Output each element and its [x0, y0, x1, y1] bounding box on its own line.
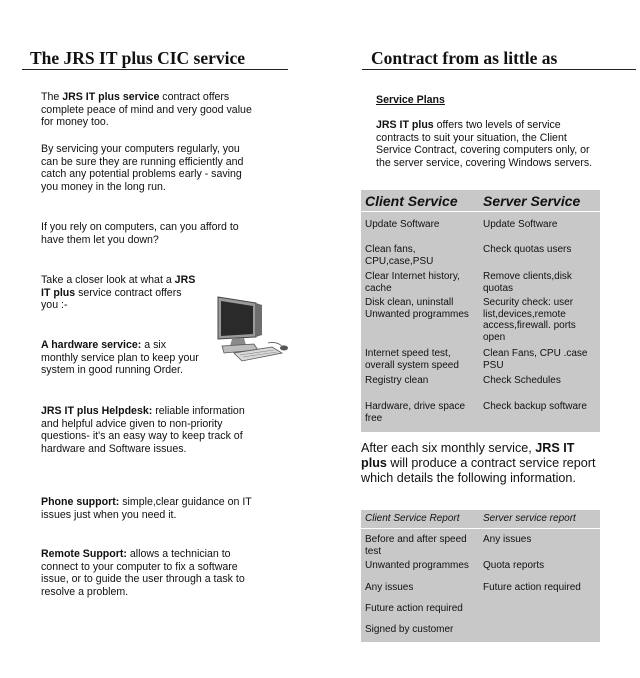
client-report-item: Before and after speed test	[365, 534, 467, 557]
after-service-before: After each six monthly service,	[361, 441, 536, 455]
left-title-rule	[22, 69, 288, 70]
hardware-label: A hardware service:	[41, 339, 142, 351]
client-service-item: Clear Internet history, cache	[365, 271, 460, 294]
remote-text: allows a technician to connect to your computer to fix a software issue, or to guide the user through a task to resolve a problem.	[41, 548, 245, 598]
client-service-header: Client Service	[365, 193, 458, 209]
client-report-item: Signed by customer	[365, 624, 454, 635]
helpdesk-label: JRS IT plus Helpdesk:	[41, 405, 153, 417]
phone-text: simple,clear guidance on IT issues just when you need it.	[41, 496, 252, 521]
remote-paragraph	[41, 548, 253, 598]
server-report-item: Future action required	[483, 582, 581, 593]
client-report-item: Unwanted programmes	[365, 560, 469, 571]
intro-before: The	[41, 91, 63, 103]
service-table	[361, 190, 600, 432]
report-header-separator	[361, 528, 600, 529]
closer-paragraph	[41, 274, 201, 312]
server-report-item: Quota reports	[483, 560, 545, 571]
intro-paragraph	[41, 91, 253, 129]
server-service-item: Clean Fans, CPU .case PSU	[483, 348, 588, 371]
after-service-after: will produce a contract service report which details the following information.	[361, 455, 596, 485]
server-service-header: Server Service	[483, 193, 581, 209]
closer-after: service contract offers you :-	[41, 286, 182, 312]
closer-before: Take a closer look at what a	[41, 274, 175, 286]
after-service-paragraph	[361, 441, 601, 485]
servicing-paragraph: By servicing your computers regularly, you can be sure they are running efficiently and catch any potential problems early - saving you money in the long run.	[41, 143, 244, 193]
server-service-item: Security check: user list,devices,remote access,firewall. ports open	[483, 297, 576, 343]
plans-text: offers two levels of service contracts to suit your situation, the Client Service Contract, covering computers only, or the server service, covering Windows servers.	[376, 119, 593, 169]
server-service-item: Check quotas users	[483, 244, 572, 255]
closer-brand: JRS IT plus	[41, 274, 196, 299]
right-title-rule	[362, 69, 636, 70]
client-service-item: Update Software	[365, 219, 440, 230]
phone-paragraph	[41, 496, 253, 521]
after-service-brand: JRS IT plus	[361, 441, 575, 470]
server-service-item: Check Schedules	[483, 375, 561, 386]
left-column-title: The JRS IT plus CIC service	[30, 48, 246, 68]
service-plans-heading: Service Plans	[376, 94, 445, 106]
client-report-header: Client Service Report	[365, 513, 460, 524]
phone-label: Phone support:	[41, 496, 120, 508]
helpdesk-text: reliable information and helpful advice given to non-priority questions- it's an easy way to keep track of hardware and Software issues.	[41, 405, 245, 455]
header-separator	[361, 211, 600, 212]
helpdesk-paragraph	[41, 405, 253, 455]
plans-brand: JRS IT plus	[376, 119, 434, 131]
desktop-computer-icon	[210, 293, 292, 365]
plans-description	[376, 119, 604, 169]
client-service-item: Disk clean, uninstall Unwanted programmes	[365, 297, 469, 320]
rely-paragraph: If you rely on computers, can you afford to have them let you down?	[41, 221, 239, 246]
client-report-item: Future action required	[365, 603, 463, 614]
hardware-text: a six monthly service plan to keep your system in good running Order.	[41, 339, 199, 377]
report-table	[361, 510, 600, 642]
intro-brand: JRS IT plus service	[62, 91, 160, 103]
hardware-paragraph	[41, 339, 201, 377]
server-service-item: Update Software	[483, 219, 558, 230]
server-report-header: Server service report	[483, 513, 576, 524]
client-service-item: Clean fans, CPU,case,PSU	[365, 244, 434, 267]
server-service-item: Remove clients,disk quotas	[483, 271, 572, 294]
server-service-item: Check backup software	[483, 401, 587, 412]
client-service-item: Hardware, drive space free	[365, 401, 466, 424]
client-service-item: Registry clean	[365, 375, 429, 386]
intro-after: contract offers complete peace of mind and very good value for money too.	[41, 91, 252, 129]
remote-label: Remote Support:	[41, 548, 127, 560]
client-report-item: Any issues	[365, 582, 414, 593]
server-report-item: Any issues	[483, 534, 532, 545]
client-service-item: Internet speed test, overall system speed	[365, 348, 459, 371]
right-column-title: Contract from as little as	[371, 48, 558, 68]
